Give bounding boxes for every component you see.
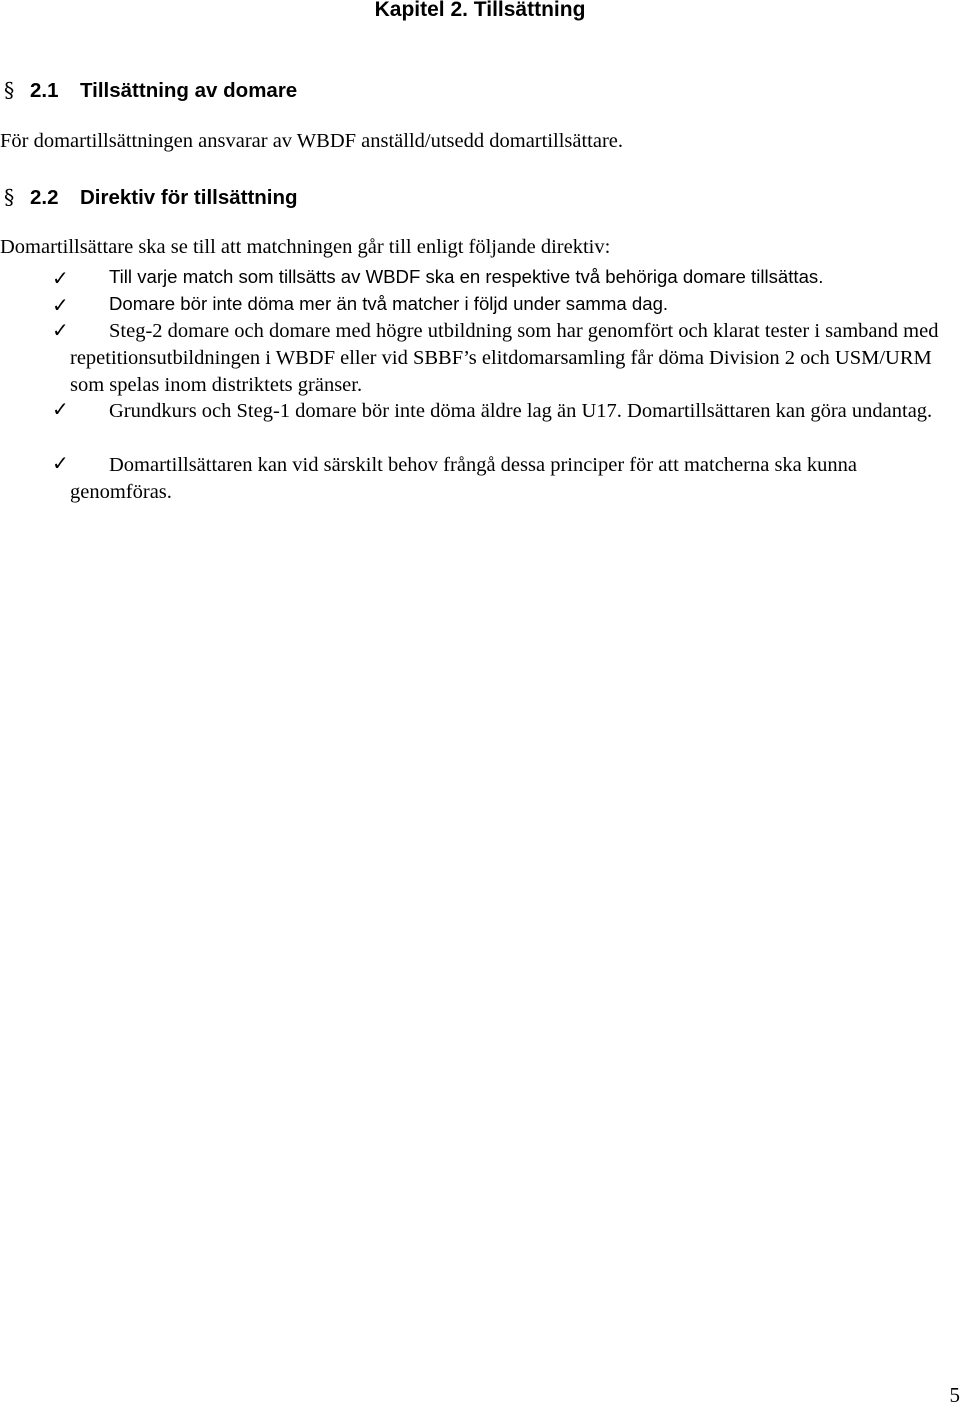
- checkmark-icon: ✓: [52, 453, 69, 473]
- section-title: Tillsättning av domare: [80, 79, 297, 102]
- directive-text: Domare bör inte döma mer än två matcher i följd under samma dag.: [70, 291, 958, 318]
- section-heading-2-1: [0, 78, 297, 103]
- page-number: 5: [950, 1383, 960, 1408]
- directive-text: Domartillsättaren kan vid särskilt behov frångå dessa principer för att matcherna ska kunna genomföras.: [70, 452, 958, 506]
- checkmark-icon: ✓: [52, 320, 69, 340]
- section-number: 2.1: [30, 79, 80, 103]
- directives-intro: Domartillsättare ska se till att matchningen går till enligt följande direktiv:: [0, 236, 610, 259]
- section-title: Direktiv för tillsättning: [80, 186, 298, 209]
- section-number: 2.2: [30, 186, 80, 210]
- directive-text: Steg-2 domare och domare med högre utbildning som har genomfört och klarat tester i samband med repetitionsutbildningen i WBDF eller vid SBBF’s elitdomarsamling får döma Division 2 och USM/URM som spelas inom distriktets gränser.: [70, 318, 958, 398]
- checkmark-icon: ✓: [52, 399, 69, 419]
- section-mark: §: [0, 78, 30, 102]
- chapter-title: Kapitel 2. Tillsättning: [0, 0, 960, 22]
- directive-text: Till varje match som tillsätts av WBDF ska en respektive två behöriga domare tillsättas.: [70, 264, 958, 291]
- checkmark-icon: ✓: [52, 268, 69, 288]
- section-mark: §: [0, 185, 30, 209]
- directive-text: Grundkurs och Steg-1 domare bör inte döma äldre lag än U17. Domartillsättaren kan göra undantag.: [70, 398, 958, 425]
- section-body-text: För domartillsättningen ansvarar av WBDF anställd/utsedd domartillsättare.: [0, 130, 623, 153]
- section-heading-2-2: [0, 185, 298, 210]
- checkmark-icon: ✓: [52, 295, 69, 315]
